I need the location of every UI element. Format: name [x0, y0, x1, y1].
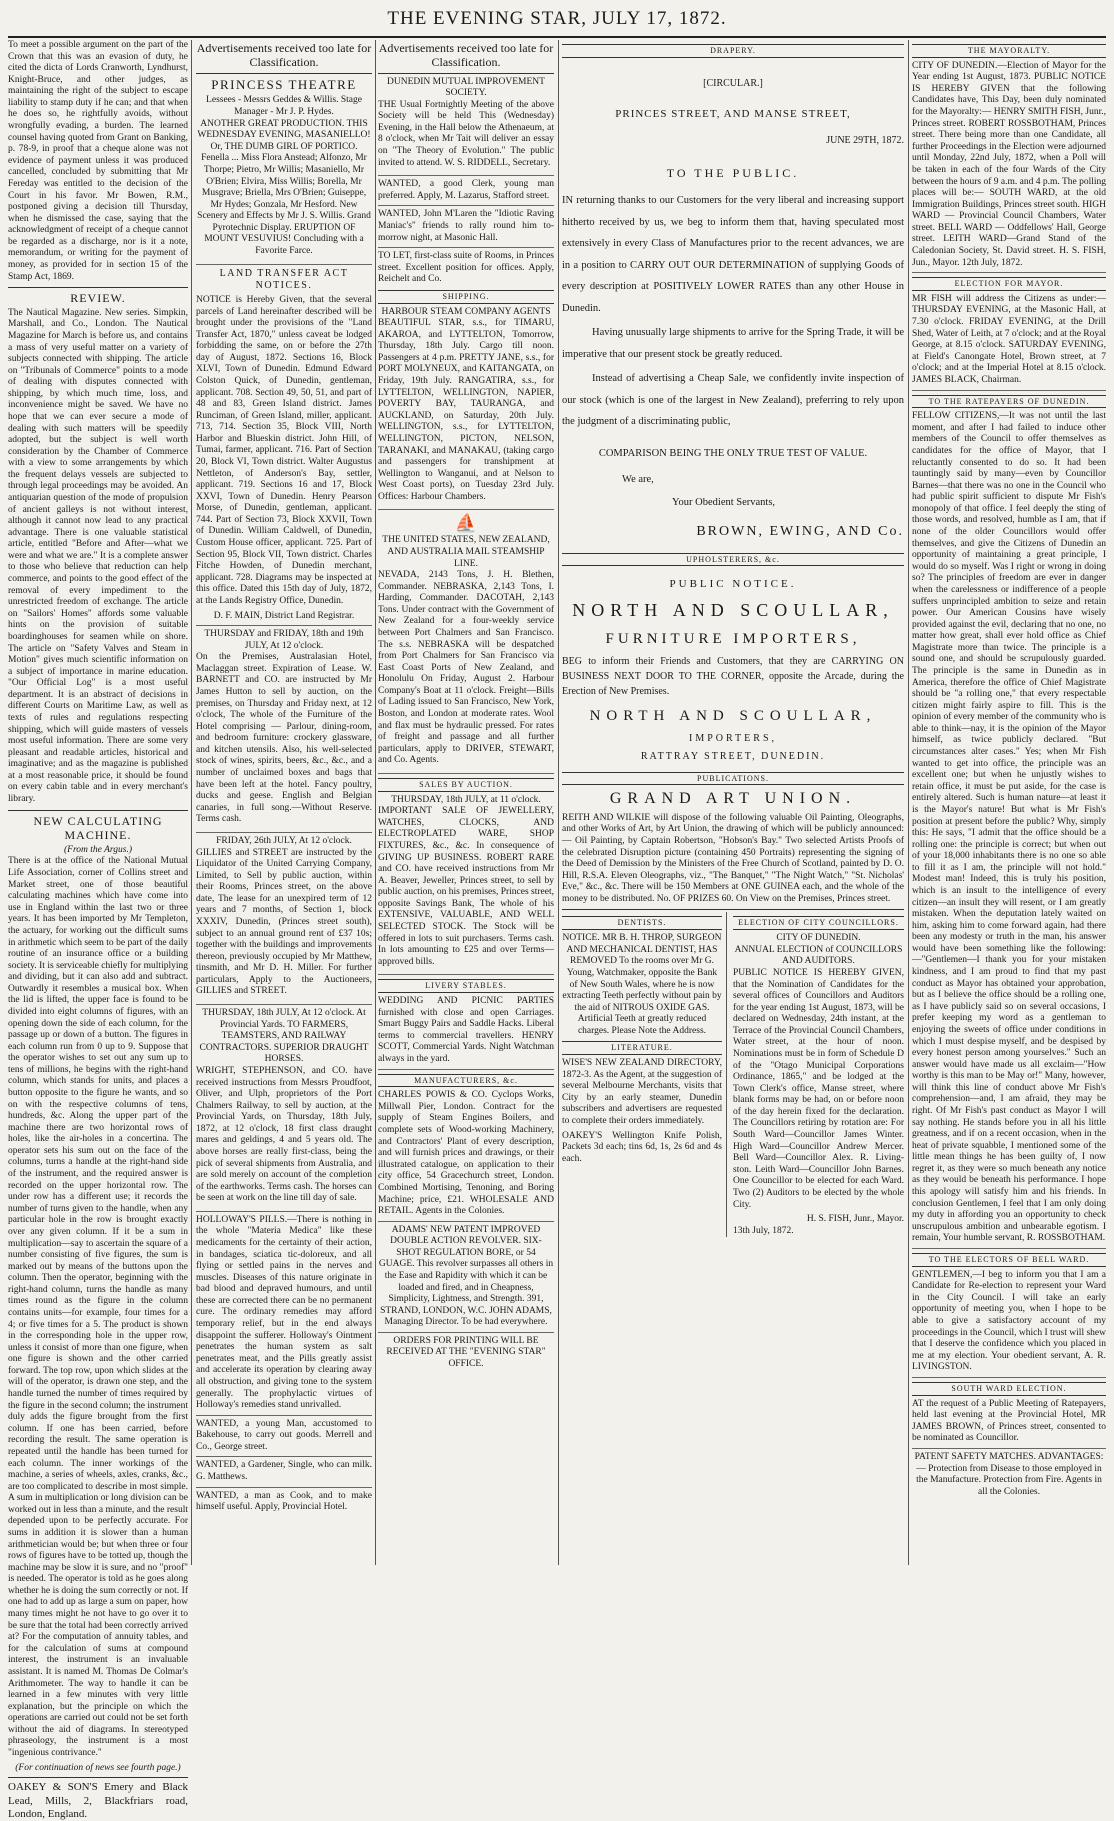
adams-ad: ADAMS' NEW PATENT IMPROVED DOUBLE ACTION REVOLVER. SIX-SHOT REGULATION BORE, or 54 GUAGE. This revolver surpasses all others in the Ease and Rapidity with which it can be loaded and fired, and in Cheapness, Simplicity, Lightness, and Strength. 391, STRAND, LONDON, W.C. JOHN ADAMS, Managing Director. To be had everywhere.: [378, 1225, 554, 1333]
barnett-ad: [196, 629, 372, 833]
importers: IMPORTERS,: [688, 733, 778, 745]
comparison-line: COMPARISON BEING THE ONLY TRUE TEST OF VALUE.: [598, 447, 868, 459]
harbour-title: HARBOUR STEAM COMPANY AGENTS: [381, 306, 551, 317]
mayoralty-notice: CITY OF DUNEDIN.—Election of Mayor for the Year ending 1st August, 1873. PUBLIC NOTICE IS HEREBY GIVEN that the following Candidates have, This Day, been duly nominated for the Mayoralty:— HENRY SMITH FISH, Junr., Princes street. ROBERT ROSSBOTHAM, Princes street. There being more than one Candidate, all further Proceedings in the Election were adjourned until Monday, 22nd July, 1872, when a Poll will be taken in each of the four Wards of the City between the hours of 9 a.m. and 4 p.m. The polling places will be:— SOUTH WARD, at the old Immigration Buildings, Princes street south. HIGH WARD — Provincial Council Chambers, Water street. BELL WARD — Oddfellows' Hall, George street. LEITH WARD—Grand Stand of the Caledonian Society, St. David street. H. S. FISH, Jun., Mayor. 12th July, 1872.: [912, 61, 1106, 273]
column-5: [912, 40, 1106, 1562]
annual-election: ANNUAL ELECTION of COUNCILLORS AND AUDITORS.: [734, 944, 903, 967]
mail-body: NEVADA, 2143 Tons, J. H. Blethen, Commander. NEBRASKA, 2,143 Tons, I. Harding, Commander. DACOTAH, 2,143 Tons. Under contract with the Government of New Zealand for a four-weekly service between Port Chalmers and San Francisco. The s.s. NEBRASKA will be despatched from Port Chalmers for San Francisco via East Coast Ports of New Zealand, and Honolulu On Friday, August 2. Harbour Company's Boat at 11 o'clock. Freight—Bills of Lading issued to San Francisco, New York, Boston, and London at moderate rates. Wool and flax must be hydraulic pressed. For rates of freight and passage and all further particulars, apply to DRIVER, STEWART, and Co. Agents.: [378, 570, 554, 766]
drapery-firm: BROWN, EWING, AND Co.: [696, 524, 904, 540]
north-scoullar: NORTH AND SCOULLAR,: [572, 599, 894, 620]
literature-label: LITERATURE.: [562, 1041, 722, 1055]
oakey-polish-ad: OAKEY'S Wellington Knife Polish, Packets 3d each; tins 6d, 1s, 2s 6d and 4s each.: [562, 1130, 722, 1164]
ratepayers-label: TO THE RATEPAYERS OF DUNEDIN.: [912, 395, 1106, 409]
rattray-street: RATTRAY STREET, DUNEDIN.: [640, 751, 826, 763]
society-body: THE Usual Fortnightly Meeting of the above Society will be held This (Wednesday) Evening, in the Hall below the Athenaeum, at 8 o'clock, when Mr Tait will deliver an essay on "The Theory of Evolution." The public invited to attend. W. S. RIDDELL, Secretary.: [378, 99, 554, 168]
society-title: DUNEDIN MUTUAL IMPROVEMENT SOCIETY.: [387, 76, 545, 99]
court-report: To meet a possible argument on the part of the Crown that this was an evasion of duty, he cited the dicta of Lords Cranworth, Lyndhurst, Knight-Bruce, and other judges, as maintaining the right of the subject to escape liability to stamp duty if he can; and that when he does so, he rightfully avoids, without wrongfully evading, a burden. The learned counsel having quoted from Grant on Banking, p. 78-9, in proof that a cheque alone was not evidence of payment unless it was produced cancelled, concluded by submitting that Mr Fereday was entitled to the decision of the Court in his favor. Mr Bowen, R.M., postponed giving a decision till Thursday, when he dismissed the case, saying that the acknowledgment of receipt of a cheque cannot be regarded as a discharge, nor is it a note, memorandum, or writing for the payment of money, as provided for in section 15 of the Stamp Act, 1869.: [8, 40, 188, 282]
printing-ad: ORDERS FOR PRINTING WILL BE RECEIVED AT THE "EVENING STAR" OFFICE.: [386, 1335, 546, 1370]
masthead-rule: [8, 36, 1106, 38]
publications-label: PUBLICATIONS.: [562, 772, 904, 786]
wise-ad: WISE'S NEW ZEALAND DIRECTORY, 1872-3. As the Agent, at the suggestion of several Melbourne Merchants, visits that City by an early steamer, Dunedin subscribers and advertisers are requested to complete their orders immediately.: [562, 1058, 722, 1127]
theatre-name: PRINCESS THEATRE: [211, 76, 357, 92]
dentist-ad: NOTICE. MR B. H. THROP, SURGEON AND MECHANICAL DENTIST, HAS REMOVED To the rooms over Mr G. Young, Watchmaker, opposite the Bank of New South Wales, where he is now extracting Teeth perfectly without pain by the aid of NITROUS OXIDE GAS. Artificial Teeth at greatly reduced charges. Please Note the Address.: [562, 933, 722, 1036]
review-title: REVIEW.: [8, 287, 188, 306]
drapery-label: DRAPERY.: [562, 44, 904, 58]
column-divider: [375, 40, 376, 1565]
column-3: [378, 40, 554, 1562]
mail-title: THE UNITED STATES, NEW ZEALAND, AND AUSTRALIA MAIL STEAMSHIP LINE.: [382, 535, 550, 569]
fish-meetings: MR FISH will address the Citizens as under:— THURSDAY EVENING, at the Masonic Hall, at 7.30 o'clock. FRIDAY EVENING, at the Drill Shed, Water of Leith, at 7 o'clock; and at the Royal George, at 8.15 o'clock. SATURDAY EVENING, at Field's Canongate Hotel, Brown street, at 7 o'clock; and at the Imperial Hotel at 8.15 o'clock. JAMES BLACK, Chairman.: [912, 294, 1106, 391]
livery-ad: WEDDING AND PICNIC PARTIES furnished with close and open Carriages. Smart Buggy Pairs and Saddle Hacks. Liberal terms to commercial travellers. HENRY SCOTT, Commercial Yards. Night Watchman always in the yard.: [378, 996, 554, 1069]
drapery-para-2: Having unusually large shipments to arrive for the Spring Trade, it will be imperative that our present stock be greatly reduced.: [562, 327, 904, 360]
barnett-head: THURSDAY and FRIDAY, 18th and 19th JULY, At 12 o'clock.: [204, 629, 364, 651]
wright-head: THURSDAY, 18th JULY, At 12 o'clock. At Provincial Yards. TO FARMERS, TEAMSTERS, AND RAILWAY CONTRACTORS. SUPERIOR DRAUGHT HORSES.: [199, 1008, 369, 1065]
column-divider: [558, 40, 559, 1565]
land-sign: D. F. MAIN, District Land Registrar.: [213, 610, 355, 621]
gillies-ad: [196, 836, 372, 1005]
holloway-ad: HOLLOWAY'S PILLS.—There is nothing in the whole "Materia Medica" like these medicaments for the certainty of their action, in bandages, sciatica tic-doloreux, and all flying or settled pains in the nerves and muscles. Diseases of this nature originate in bad blood and depraved humours, and until these are corrected there can be no permanent cure. The ordinary remedies may afford temporary relief, but in the end always disappoint the sufferer. Holloway's Ointment penetrates the human system as salt penetrates meat, and the Pills greatly assist and accelerate its operation by clearing away all obstruction, and giving tone to the system generally. The prophylactic virtues of Holloway's remedies stand unrivalled.: [196, 1215, 372, 1416]
wanted-ad-1: WANTED, a young Man, accustomed to Bakehouse, to carry out goods. Merrell and Co., George street.: [196, 1419, 372, 1458]
review-body: The Nautical Magazine. New series. Simpkin, Marshall, and Co., London. The Nautical Magazine for March is before us, and contains a mass of very useful matter on a variety of subjects connected with shipping. The article on "Tribunals of Commerce" points to a mode of dealing with disputes connected with shipping, by which much time, loss, and inconvenience might be saved. We have no hope that we can ever secure a mode of dealing with such matters will be speedily adopted, but the subject is well worth consideration by the Chamber of Commerce with a view to some arrangements by which the frequent delays vessels are subjected to through legal proceedings may be avoided. An antiquarian question of the mode of propulsion of ancient galleys is not without interest, although it cannot now lead to any practical advantage. There is one valuable statistical article, entitled "Before and After—what we were and what we are." It is a complete answer to those who believe that reduction can help commerce, and points to the good effect of the removal of every impediment to the unrestricted freedom of exchange. The article on "Sailors' Homes" affords some valuable hints on the provision of suitable boardinghouses for seamen while on shore. The article on "Safety Valves and Steam in Motion" gives much scientific information on a subject of importance in marine education. "Our Official Log" is a most useful department. It is an abstract of decisions in different Courts on Maritime Law, as well as texts of rules and regulations respecting shipping, which will guide masters of vessels most useful information. There are some very pleasant and readable articles, historical and imaginative; and as the magazine is published at a most reasonable price, it should be found on every cabin table and in every merchant's library.: [8, 307, 188, 805]
drapery-date: JUNE 29TH, 1872.: [826, 135, 904, 147]
election-label: ELECTION OF CITY COUNCILLORS.: [733, 916, 904, 930]
north-scoullar-2: NORTH AND SCOULLAR,: [589, 707, 877, 724]
rare-ad: [378, 795, 554, 976]
bell-ward-label: TO THE ELECTORS OF BELL WARD.: [912, 1253, 1106, 1267]
mail-line-ad: [378, 513, 554, 774]
theatre-ad: [196, 77, 372, 265]
brown-notice: AT the request of a Public Meeting of Ratepayers, held last evening at the Provincial Hotel, MR JAMES BROWN, of Princes street, consented to be nominated as Councillor.: [912, 1399, 1106, 1449]
beg-notice: BEG to inform their Friends and Customers, that they are CARRYING ON BUSINESS NEXT DOOR TO THE CORNER, opposite the Arcade, during the Erection of New Premises.: [562, 655, 904, 697]
rossbotham-letter: FELLOW CITIZENS,—It was not until the last moment, and after I had failed to induce other members of the Council to offer themselves as candidates for the office of Mayor, that I reluctantly consented to do so. It had been tauntingly said by many—even by Councillor Barnes—that there was no one in the Council who had public spirit sufficient to dispute Mr Fish's monopoly of that office. I feel deeply the sting of those words, and resolved, humble as I am, that if none of the older Councillors would offer themselves, and give the Citizens of Dunedin an opportunity of maintaining a great principle, I would do so myself. Was I right or wrong in doing so? The principles of freedom are ever in danger when the carelessness or indifference of a people suffers unprincipled ambition to seize and retain power. Our American Cousins have wisely provided against the evil, declaring that no one, no matter how great, shall ever hold office as Chief Magistrate more than twice. The principle is a sound one, and should be scrupulously guarded. The principle is the same in Dunedin as in America, therefore the office of Chief Magistrate should be "a rolling one," that every respectable citizen might fairly aspire to fill. This is the opinion of every member of the community who is able to think—nay, it is the opinion of the Mayor himself, as twice publicly declared. "But circumstances alter cases." Yes; when Mr Fish wanted to get into office, the principle was an excellent one; but when he unjustly wishes to retain office, it must be put aside, for the case is entirely altered. Such is human nature—at least it is the Mayor's nature! But what is Mr Fish's position at present before the public? Why, simply this: He says, "I admit that the office should be a rolling one: the principle is correct; but when out of your 18,000 inhabitants there is no one so able to fill it as I am, the principle will not hold." Modest man! Indeed, this is truly his position, which is an insult to the intelligence of every citizen—an insult they will resent, or I am greatly mistaken. When the deputation lately waited on him, asking him to come forward again, had there been any modesty or truth in the man, his answer would have been something like the following:—"Gentlemen—I thank you for your mistaken kindness, and I am proud to find that my past conduct as Mayor has obtained your approbation, but as I believe the office should be a rolling one, as I have publicly said so on several occasions, I prefer keeping my word as a gentleman to enjoying the sweets of office under conditions in which I must despise myself, and be despised by every honest person among yourselves." Such an answer would have made us all exclaim—"How worthy is this man to be May or!" Many, however, will think this line of conduct above Mr Fish's comprehension—and, I am afraid, they may be right. Of Mr Fish's past conduct as Mayor I will say nothing. He stands before you in all his little greatness, and if on a recent occasion, when in the heat of private squabble, I mentioned some of the little mean things he has been guilty of, I now regret it, as they were so much beneath any notice as they would be beneath his performance. I hope this apology will satisfy him and his friends. In conclusion Gentlemen, I feel that I am only doing my duty in affording you an opportunity to check unscrupulous ambition and unbearable egotism. I remain, Your humble servant, R. ROSSBOTHAM.: [912, 411, 1106, 1249]
circular-label: [CIRCULAR.]: [703, 77, 763, 89]
rare-head: THURSDAY, 18th JULY, at 11 o'clock.: [391, 794, 541, 805]
election-sign: H. S. FISH, Junr., Mayor.: [806, 1214, 904, 1225]
shipping-label: SHIPPING.: [378, 290, 554, 304]
column-2: [196, 40, 372, 1562]
wright-body: WRIGHT, STEPHENSON, and CO. have received instructions from Messrs Proudfoot, Oliver, and Ulph, proprietors of the Port Chalmers Railway, to sell by auction, at the Provincial Yards, on Thursday, 18th July, 1872, at 12 o'clock, 18 first class draught mares and geldings, 4 and 5 years old. The above horses are really first-class, being the pick of several shipments from Australia, and are sold merely on account of the completion of the earthworks. Terms cash. The horses can be seen at work on the line till day of sale.: [196, 1065, 372, 1204]
gillies-head: FRIDAY, 26th JULY, At 12 o'clock.: [216, 835, 352, 846]
theatre-body: ANOTHER GREAT PRODUCTION. THIS WEDNESDAY EVENING, MASANIELLO! Or, THE DUMB GIRL OF PORTICO. Fenella ... Miss Flora Anstead; Alfonzo, Mr Thorpe; Pietro, Mr Willis; Masaniello, Mr O'Brien; Elvira, Miss Willis; Borella, Mr Musgrave; Briella, Mrs O'Brien; Guiseppe, Mr Hydes; Gonzala, Mr Hesford. New Scenery and Effects by Mr J. S. Willis. Grand Pyrotechnic Display. ERUPTION OF MOUNT VESUVIUS! Concluding with a Favorite Farce.: [197, 118, 371, 256]
oakey-ad: OAKEY & SON'S Emery and Black Lead, Mills, 2, Blackfriars road, London, England.: [8, 1781, 188, 1820]
drapery-para-3: Instead of advertising a Cheap Sale, we confidently invite inspection of our stock (which is one of the largest in New Zealand), preferring to rely upon the judgment of a discriminating public,: [562, 373, 904, 428]
column-1: [8, 40, 188, 1820]
dentists-label: DENTISTS.: [562, 916, 722, 930]
upholsterers-label: UPHOLSTERERS, &c.: [562, 553, 904, 567]
mayor-election-label: ELECTION FOR MAYOR.: [912, 277, 1106, 291]
we-are: We are,: [622, 473, 654, 485]
land-ad: [196, 295, 372, 626]
rare-body: IMPORTANT SALE OF JEWELLERY, WATCHES, CLOCKS, AND ELECTROPLATED WARE, SHOP FIXTURES, &c., &c. In consequence of GIVING UP BUSINESS. ROBERT RARE and CO. have received instructions from Mr A. Beaver, Jeweller, Princes street, to sell by public auction, on his premises, Princes street, opposite Savings Bank, The whole of his EXTENSIVE, VALUABLE, AND WELL SELECTED STOCK. The Stock will be offered in lots to suit purchasers. Terms cash. In lots amounting to £25 and over Terms—approved bills.: [378, 806, 554, 967]
matches-ad: PATENT SAFETY MATCHES. ADVANTAGES:— Protection from Disease to those employed in the Manufacture. Protection from Fire. Agents in all the Colonies.: [914, 1451, 1104, 1497]
column-divider: [908, 40, 909, 1565]
theatre-lessees: Lessees - Messrs Geddes & Willis. Stage Manager - Mr J. P. Hydes.: [206, 95, 362, 118]
wanted-clerk-ad: WANTED, a good Clerk, young man preferred. Apply, M. Lazarus, Stafford street.: [378, 179, 554, 206]
bottom-split: [562, 909, 904, 1237]
grand-art-union: GRAND ART UNION.: [609, 790, 857, 808]
drapery-para-1: IN returning thanks to our Customers for the very liberal and increasing support hitherto received by us, we beg to inform them that, having speculated most extensively in every Class of Manufactures prior to the recent advances, we are in a position to CARRY OUT OUR DETERMINATION of supplying Goods of every description at POSITIVELY LOWER RATES than any other House in Dunedin.: [562, 195, 904, 314]
late-ads-header: Advertisements received too late for Classification.: [196, 40, 372, 74]
wanted-ad-2: WANTED, a Gardener, Single, who can milk. G. Matthews.: [196, 1460, 372, 1487]
public-notice: PUBLIC NOTICE.: [669, 578, 797, 591]
dentists-column: [562, 912, 727, 1237]
sales-label: SALES BY AUCTION.: [378, 778, 554, 792]
city-of-dunedin: CITY OF DUNEDIN.: [776, 933, 861, 944]
land-title: LAND TRANSFER ACT NOTICES.: [219, 267, 349, 291]
south-ward-label: SOUTH WARD ELECTION.: [912, 1382, 1106, 1396]
gillies-body: GILLIES and STREET are instructed by the Liquidator of the United Carrying Company, Limited, to Sell by public auction, within their Rooms, Princes street, on the above date, The lease for an unexpired term of 12 years and 7 months, of Section 1, block XXXIV, Dunedin, (Princes street south), subject to an annual ground rent of £37 10s; together with the buildings and improvements thereon, previously occupied by Mr Matthew, tinsmith, and Mr D. H. Miller. For further particulars, Apply to the Auctioneers, GILLIES and STREET.: [196, 847, 372, 997]
election-column: [733, 912, 904, 1237]
manufacturers-label: MANUFACTURERS, &c.: [378, 1074, 554, 1088]
livery-label: LIVERY STABLES.: [378, 979, 554, 993]
late-ads-header: Advertisements received too late for Classification.: [378, 40, 554, 74]
to-let-ad: TO LET, first-class suite of Rooms, in Princes street. Excellent position for offices. Apply, Reichelt and Co.: [378, 251, 554, 285]
furniture-importers: FURNITURE IMPORTERS,: [605, 630, 861, 647]
masthead: THE EVENING STAR, JULY 17, 1872.: [387, 8, 727, 29]
to-public: TO THE PUBLIC.: [666, 165, 800, 180]
continuation-note: (For continuation of news see fourth page.): [8, 1763, 188, 1779]
servants: Your Obedient Servants,: [672, 496, 776, 508]
livingston-letter: GENTLEMEN,—I beg to inform you that I am a Candidate for Re-election to represent your Ward in the City Council. I will take an early opportunity of meeting you, when I hope to be able to give a satisfactory account of my proceedings in the Council, which I trust will shew that I deserve the confidence which you placed in me at my election. Your obedient servant, A. R. LIVINGSTON.: [912, 1270, 1106, 1378]
drapery-address: PRINCES STREET, AND MANSE STREET,: [615, 107, 851, 120]
calc-body: There is at the office of the National Mutual Life Association, corner of Collins street and Market street, one of those beautiful calculating machines which have come into use in England within the last two or three years. It has been imported by Mr Templeton, the actuary, for working out the difficult sums in arithmetic which seem to be part of the daily routine of an insurance office or a building society. It is serviceable chiefly for multiplying and dividing, but it can also add and subtract. Outwardly it resembles a musical box. When the lid is lifted, the upper face is found to be divided into eight columns of figures, with an opening down the side of each column, for the passage up or down of a button. The figures in each column run from 0 up to 9. Suppose that the operator wishes to set out any sum up to tens of millions, he begins with the right-hand column, which stands for units, and places a button opposite to the figure he wants, and so on with the respective columns of tens, hundreds, &c. Along the upper part of the machine there are two horizontal rows of holes, like the air-holes in a concertina. The operator sets his sum out on the face of the columns, turns a handle at the right-hand side of the instrument, and the required answer is recorded on the upper horizontal row. The under row has a different use; it records the number of turns given to the handle, when any particular hole in the row is brought exactly over any given column. If it be a sum in multiplication—say to ascertain the square of a number consisting of five figures, the sum is marked out by means of the buttons upon the column. Then the operator, beginning with the right-hand column, turns the handle as many times round as the figure in the column contains units—for example, four times for a 4; or five times for a 5. The product is shown in the corresponding hole in the upper row, unless it consist of more than one figure, when one figure is shown and the other carried forward. The top row, upon which slides at the will of the operator, is drawn one step, and the handle turned the number of times required by the figure in the second column; the instrument duly adds the figure brought from the first column. If one has been carried, before recording the result. The same operation is repeated until the handle has been turned for each column. The inner workings of the machine, a series of wheels, axles, cranks, &c., are too complicated to describe in most simple. A sum in multiplication or long division can be worked out in less than a minute, and the result depended upon to be perfectly accurate. For sums in addition it is slower than a human arithmetician would be; but when three or four rows of figures have to be totted up, though the machine may be slow it is sure, and no "proof" is needed. The operator is told as he goes along whether he is doing the sum correctly or not. If one had to add up as large a sum on paper, how many times might he not have to go over it to be sure that the total had been correctly arrived at? For the computation of annuity tables, and for the calculation of sums at compound interest, the instrument is an invaluable assistant. It is named M. Thomas De Colmar's Arithmometer. The way to handle it can be learned in a few minutes with very little explanation, but the principle on which the operations are carried out could not be set forth without the aid of diagrams. In stereotyped phraseology, the instrument is a most "ingenious contrivance.": [8, 856, 188, 1758]
land-body: NOTICE is Hereby Given, that the several parcels of Land hereinafter described will be brought under the provisions of the "Land Transfer Act, 1870," unless caveat be lodged forbidding the same, on or before the 27th day of August, 1872. Sections 16, Block XLVI, Town of Dunedin. Edmund Edward Colston Quick, of Dunedin, gentleman, applicant. 708. Section 49, 50, 51, and part of 48 and 83, Green Island district. James Runciman, of Green Island, miller, applicant. 713, 714. Section 35, Block VIII, North Harbor and Blueskin district. John Hill, of Tumai, farmer, applicant. 716. Part of Section 20, Block VI, Town district. Walter Augustus Nettleton, of Anderson's Bay, settler, applicant. 719. Sections 16 and 17, Block XXVI, Town of Dunedin. Henry Pearson Morse, of Dunedin, gentleman, applicant. 744. Part of Section 73, Block XXVII, Town of Dunedin. William Caldwell, of Dunedin, Custom House officer, applicant. 725. Part of Section 95, Block VII, Town district. Charles Fitche Howden, of Dunedin merchant, applicant. 728. Diagrams may be inspected at this office. Dated this 15th day of July, 1872, at the Lands Registry Office, Dunedin.: [196, 294, 372, 606]
barnett-body: On the Premises, Australasian Hotel, Maclaggan street. Expiration of Lease. W. BARNETT and CO. are instructed by Mr James Hutton to sell by auction, on the premises, on Thursday and Friday next, at 12 o'clock, The whole of the Furniture of the Hotel comprising — Parlour, dining-room, and bedroom furniture: crockery glassware, and kitchen utensils. Also, his well-selected stock of wines, spirits, beers, &c., &c., and a number of unclaimed boxes and bags that have been left at the hotel. Fancy poultry, ducks and geese. English and Belgian canaries, in full song.—Without Reserve. Terms cash.: [196, 652, 372, 825]
column-4: [562, 40, 904, 1562]
wanted-ad-3: WANTED, a man as Cook, and to make himself useful. Apply, Provincial Hotel.: [196, 1490, 372, 1513]
harbour-ad: [378, 307, 554, 511]
election-date: 13th July, 1872.: [733, 1225, 794, 1236]
calc-title: NEW CALCULATING MACHINE.: [8, 810, 188, 843]
art-union-body: REITH AND WILKIE will dispose of the following valuable Oil Painting, Oleographs, and other Works of Art, by Art Union, the drawing of which will be publicly announced:— Oil Painting, by Captain Robertson, "Hobson's Bay." Two selected Artists Proofs of the celebrated Disruption picture (containing 450 Portraits) representing the signing of the Deed of Demission by the Ministers of the Free Church of Scotland, painted by D. O. Hill, R.S.A. Eleven Oleographs, viz., "The Banquet," "The Night Watch," "St. Nicholas' Eve," &c., &c. There will be 150 Members at ONE GUINEA each, and the whole of the money to be distributed. No. OF PRIZES 60. On View on the Premises, Princes street.: [562, 812, 904, 904]
society-ad: [378, 77, 554, 177]
column-divider: [191, 40, 192, 1565]
powis-ad: CHARLES POWIS & CO. Cyclops Works, Millwall Pier, London. Contract for the supply of Steam Engines Boilers, and complete sets of Wood-working Machinery, and Contractors' Plant of every description, and will furnish prices and drawings, or their illustrated catalogue, on application to their city office, 54 Gracechurch street, London. Combined Mortising, Tenoning, and Boring Machine; price, £21. WHOLESALE AND RETAIL. Agents in the Colonies.: [378, 1090, 554, 1221]
calc-source: (From the Argus.): [64, 844, 132, 855]
steamship-icon: ⛵: [454, 513, 478, 534]
election-notice: PUBLIC NOTICE IS HEREBY GIVEN, that the Nomination of Candidates for the several offices of Councillors and Auditors for the year ending 1st August, 1873, will be declared on Wednesday, 24th instant, at the Terrace of the Provincial Council Chambers, Water street, at the hour of noon. Nominations must be in form of Schedule D of the "Otago Municipal Corporations Ordinance, 1865," and be lodged at the Town Clerk's office, Manse street, where blank forms may be had, on or before noon of the day herein fixed for the declaration. The Councillors retiring by rotation are: For South Ward—Councillor James Winter. High Ward—Councillor Andrew Mercer. Bell Ward—Councillor Alex. R. Living-ston. Leith Ward—Councillor John Barnes. One Councillor to be elected for each Ward. Two (2) Auditors to be elected by the whole City.: [733, 967, 904, 1210]
mayoralty-label: THE MAYORALTY.: [912, 44, 1106, 58]
wright-ad: [196, 1008, 372, 1212]
wanted-maclaren-ad: WANTED, John M'Laren the "Idiotic Raving Maniac's" friends to rally round him to-morrow night, at Masonic Hall.: [378, 209, 554, 248]
harbour-body: BEAUTIFUL STAR, s.s., for TIMARU, AKAROA, and LYTTELTON, Tomorrow, Thursday, 18th July. Cargo till noon. Passengers at 4 p.m. PRETTY JANE, s.s., for PORT MOLYNEUX, and KAITANGATA, on Friday, 19th July. RANGATIRA, s.s., for LYTTELTON, WELLINGTON, NAPIER, POVERTY BAY, TAURANGA, and AUCKLAND, on Saturday, 20th July. WELLINGTON, s.s., for LYTTELTON, WELLINGTON, PICTON, NELSON, TARANAKI, and MANAKAU, (taking cargo and passengers for transhipment at Wellington to Wanganui, and at Nelson to West Coast ports), on Tuesday 23rd July. Offices: Harbour Chambers.: [378, 318, 554, 502]
